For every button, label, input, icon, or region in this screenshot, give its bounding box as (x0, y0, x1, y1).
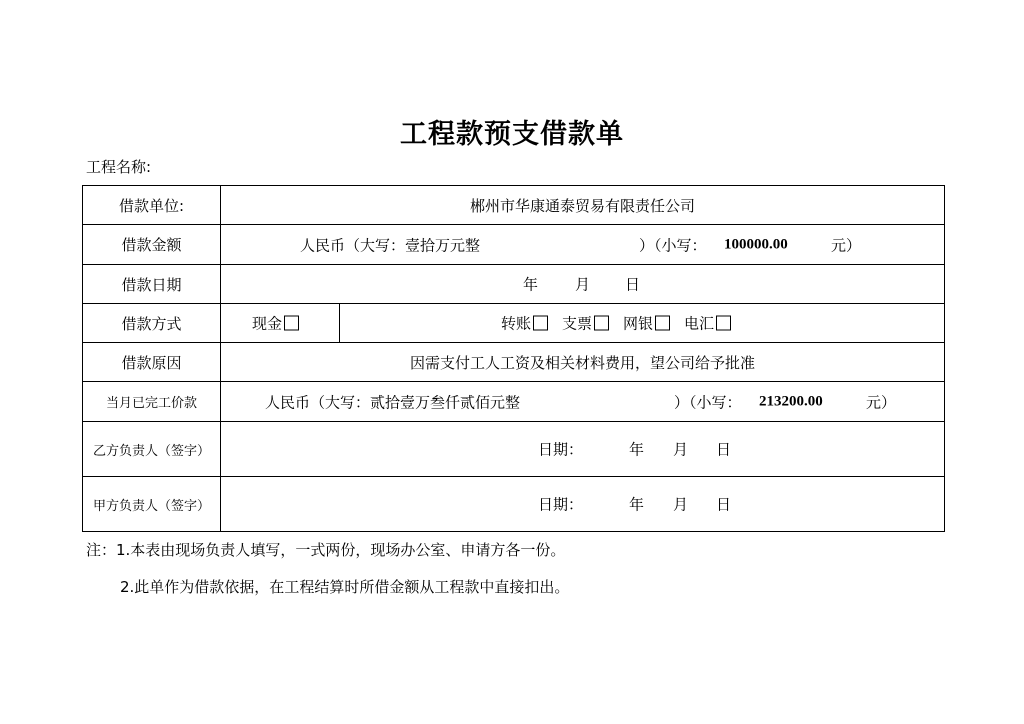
method-other-cell (340, 304, 945, 343)
completed-upper: 人民币（大写：贰拾壹万叁仟贰佰元整 (265, 393, 521, 411)
party-b-year: 年 (629, 440, 645, 459)
amount-upper: 人民币（大写：壹拾万元整 (300, 236, 481, 254)
row-date (83, 265, 945, 304)
completed-lower-prefix: ）（小写： (674, 393, 742, 411)
party-b-date-label: 日期： (538, 440, 584, 459)
method-online-label: 网银 (623, 314, 654, 333)
amount-cell[interactable] (221, 225, 945, 265)
date-year: 年 (523, 275, 539, 294)
form-title: 工程款预支借款单 (400, 119, 624, 150)
completed-lower-value: 213200.00 (759, 393, 823, 409)
party-a-month: 月 (673, 495, 689, 514)
completed-unit: 元） (866, 393, 897, 411)
project-name-label: 工程名称: (86, 158, 152, 176)
cash-checkbox[interactable] (284, 316, 299, 331)
row-amount (83, 225, 945, 265)
borrower-value[interactable]: 郴州市华康通泰贸易有限责任公司 (221, 186, 945, 225)
date-label: 借款日期 (83, 265, 221, 304)
note-1: 注：1.本表由现场负责人填写，一式两份，现场办公室、申请方各一份。 (86, 541, 566, 559)
party-a-cell[interactable] (221, 477, 945, 532)
party-a-day: 日 (716, 495, 732, 514)
party-a-label: 甲方负责人（签字） (83, 477, 221, 532)
check-checkbox[interactable] (594, 316, 609, 331)
completed-label: 当月已完工价款 (83, 382, 221, 422)
party-a-date-label: 日期： (538, 495, 584, 514)
method-other-options (501, 313, 745, 334)
party-b-cell[interactable] (221, 422, 945, 477)
party-b-label: 乙方负责人（签字） (83, 422, 221, 477)
amount-lower-value: 100000.00 (724, 236, 788, 252)
reason-label: 借款原因 (83, 343, 221, 382)
borrower-label: 借款单位: (83, 186, 221, 225)
date-month: 月 (575, 275, 591, 294)
row-reason (83, 343, 945, 382)
amount-label: 借款金额 (83, 225, 221, 265)
amount-unit: 元） (831, 236, 862, 254)
amount-lower-prefix: ）（小写： (639, 236, 707, 254)
wire-checkbox[interactable] (716, 316, 731, 331)
row-completed (83, 382, 945, 422)
row-method (83, 304, 945, 343)
note-2: 2.此单作为借款依据，在工程结算时所借金额从工程款中直接扣出。 (120, 578, 570, 596)
transfer-checkbox[interactable] (533, 316, 548, 331)
method-check-label: 支票 (562, 314, 593, 333)
method-cash-label: 现金 (252, 314, 283, 333)
date-day: 日 (625, 275, 641, 294)
method-transfer-label: 转账 (501, 314, 532, 333)
reason-value[interactable]: 因需支付工人工资及相关材料费用，望公司给予批准 (221, 343, 945, 382)
row-borrower (83, 186, 945, 225)
party-b-day: 日 (716, 440, 732, 459)
party-a-year: 年 (629, 495, 645, 514)
online-checkbox[interactable] (655, 316, 670, 331)
method-label: 借款方式 (83, 304, 221, 343)
loan-form-table (82, 185, 945, 532)
row-party-b (83, 422, 945, 477)
party-b-month: 月 (673, 440, 689, 459)
method-cash-cell (221, 304, 340, 343)
row-party-a (83, 477, 945, 532)
method-cash-option[interactable] (252, 313, 313, 334)
method-wire-label: 电汇 (684, 314, 715, 333)
completed-cell[interactable] (221, 382, 945, 422)
date-cell[interactable] (221, 265, 945, 304)
